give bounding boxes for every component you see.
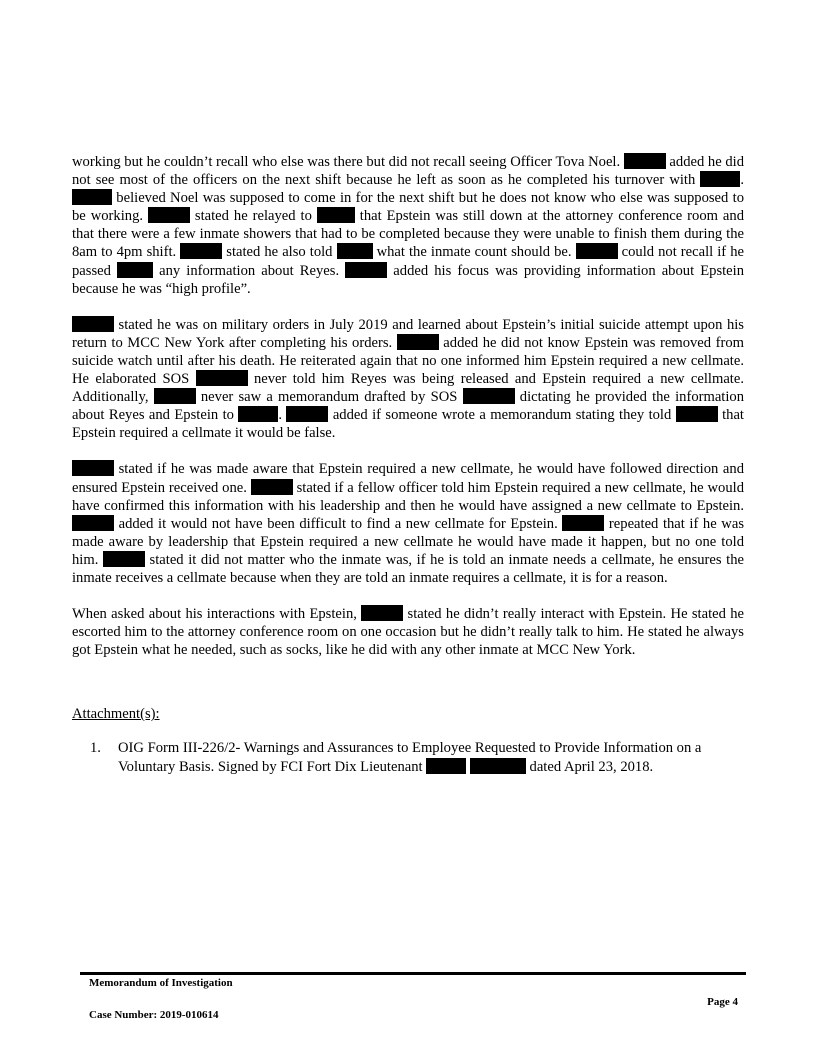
redaction-box: [397, 334, 439, 350]
text-run: that Epstein required a cellmate it would be false.: [72, 407, 744, 442]
paragraph-noel-shift: [72, 153, 744, 298]
redaction-box: [103, 551, 145, 567]
text-run: OIG Form III-226/2- Warnings and Assurances to Employee Requested to Provide Information on a Voluntary Basis. Signed by FCI Fort Dix Lieutenant: [118, 740, 702, 775]
text-run: stated he also told: [222, 244, 337, 261]
text-run: added his focus was providing information about Epstein because he was “high profile”.: [72, 262, 745, 297]
paragraph-interactions: [72, 605, 744, 659]
memo-body: [72, 153, 744, 776]
redaction-box: [238, 406, 278, 422]
text-run: stated he was on military orders in July 2019 and learned about Epstein’s initial suicide attempt upon his return to MCC New York after completing his orders.: [72, 316, 744, 351]
redaction-box: [317, 207, 355, 223]
redaction-box: [286, 406, 328, 422]
text-run: stated he didn’t really interact with Epstein. He stated he escorted him to the attorney conference room on one occasion but he didn’t really talk to him. He stated he always got Epstein what he needed, such as socks, like he did with any other inmate at MCC New York.: [72, 606, 744, 659]
redaction-box: [345, 262, 387, 278]
text-run: .: [278, 407, 287, 424]
paragraph-cellmate-direction: [72, 460, 744, 587]
redaction-box: [148, 207, 190, 223]
text-run: dictating he provided the information about Reyes and Epstein to: [72, 389, 745, 424]
text-run: .: [740, 172, 744, 189]
redaction-box: [72, 316, 114, 332]
text-run: added he did not know Epstein was removed from suicide watch until after his death. He reiterated again that no one informed him Epstein required a new cellmate. He elaborated SOS: [72, 334, 745, 388]
redaction-box: [117, 262, 153, 278]
text-run: working but he couldn’t recall who else was there but did not recall seeing Officer Tova Noel.: [72, 154, 624, 170]
text-run: stated if he was made aware that Epstein required a new cellmate, he would have followed direction and ensured Epstein received one.: [72, 461, 744, 496]
redaction-box: [576, 243, 618, 259]
paragraph-military-orders: [72, 316, 744, 443]
text-run: believed Noel was supposed to come in for the next shift but he does not know who else was supposed to be working.: [72, 190, 744, 225]
redaction-box: [700, 171, 740, 187]
redaction-box: [624, 153, 666, 169]
text-run: added if someone wrote a memorandum stating they told: [328, 407, 676, 424]
redaction-box: [562, 515, 604, 531]
text-run: never told him Reyes was being released and Epstein required a new cellmate. Additionally,: [72, 371, 744, 406]
redaction-box: [72, 189, 112, 205]
redaction-box: [426, 758, 466, 774]
footer-page-number: Page 4: [707, 996, 738, 1008]
text-run: what the inmate count should be.: [372, 244, 576, 261]
text-run: repeated that if he was made aware by leadership that Epstein required a new cellmate he would have made it happen, but no one told him.: [72, 515, 744, 568]
text-run: that Epstein was still down at the attorney conference room and that there were a few inmate showers that had to be completed because they were unable to finish them during the 8am to 4pm shift.: [72, 208, 744, 261]
text-run: never saw a memorandum drafted by SOS: [195, 389, 463, 406]
footer-case-number: Case Number: 2019-010614: [89, 1009, 219, 1021]
redaction-box: [337, 243, 373, 259]
text-run: stated it did not matter who the inmate was, if he is told an inmate needs a cellmate, he ensures the inmate receives a cellmate because when they are told an inmate requires a cellmate, it is for a reason.: [72, 551, 744, 586]
text-run: stated he relayed to: [189, 208, 317, 225]
text-run: could not recall if he passed: [72, 244, 744, 279]
redaction-box: [251, 479, 293, 495]
redaction-box: [470, 758, 526, 774]
attachments-heading: Attachment(s):: [72, 706, 160, 723]
redaction-box: [180, 243, 222, 259]
attachments-list: [72, 739, 744, 775]
redaction-box: [196, 370, 248, 386]
attachment-number: 1.: [90, 740, 101, 757]
text-run: stated if a fellow officer told him Epstein required a new cellmate, he would have confirmed this information with his leadership and then he would have assigned a new cellmate to Epstein.: [72, 479, 745, 514]
text-run: any information about Reyes.: [153, 262, 346, 279]
footer-title: Memorandum of Investigation: [89, 977, 233, 989]
redaction-box: [676, 406, 718, 422]
redaction-box: [361, 605, 403, 621]
text-run: added it would not have been difficult to find a new cellmate for Epstein.: [114, 515, 563, 532]
footer-divider: [80, 972, 746, 975]
text-run: dated April 23, 2018.: [525, 758, 654, 775]
redaction-box: [154, 388, 196, 404]
redaction-box: [72, 515, 114, 531]
redaction-box: [72, 460, 114, 476]
text-run: added he did not see most of the officers on the next shift because he left as soon as he completed his turnover with: [72, 154, 744, 189]
attachment-item: [72, 739, 744, 775]
redaction-box: [463, 388, 515, 404]
attachment-text: [118, 739, 744, 775]
text-run: When asked about his interactions with Epstein,: [72, 606, 362, 623]
